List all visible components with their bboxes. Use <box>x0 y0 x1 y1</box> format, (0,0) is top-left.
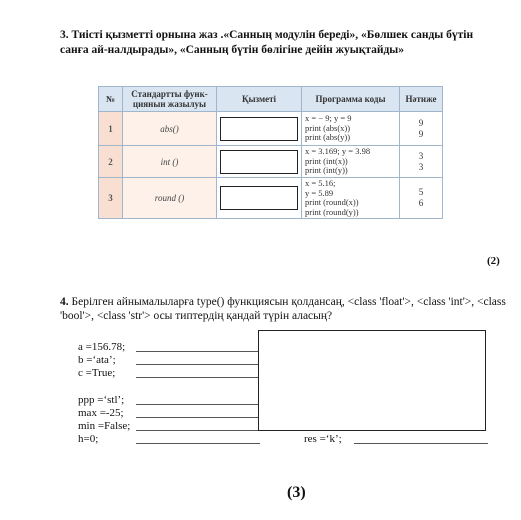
result-cell <box>400 112 443 146</box>
code-line: print (abs(y)) <box>305 132 351 143</box>
variable-label: ppp =‘stl’; <box>78 394 125 406</box>
purpose-cell <box>217 146 302 178</box>
code-line: print (int(x)) <box>305 155 348 166</box>
result-value: 9 <box>418 128 424 139</box>
result-value: 3 <box>418 161 424 172</box>
question-3 <box>60 28 500 58</box>
functions-table <box>98 86 443 219</box>
question-3-points: (2) <box>487 255 500 267</box>
answer-box[interactable] <box>258 330 486 431</box>
answer-line[interactable] <box>136 351 258 352</box>
code-line: y = 5.89 <box>305 187 334 198</box>
answer-line[interactable] <box>136 430 258 431</box>
answer-line[interactable] <box>136 404 258 405</box>
code-line: print (round(x)) <box>305 197 359 207</box>
result-cell <box>400 178 443 219</box>
result-value: 9 <box>418 117 424 128</box>
purpose-cell <box>217 178 302 219</box>
question-4 <box>60 295 510 323</box>
table-row <box>99 112 443 146</box>
variable-label: res =‘k’; <box>304 433 342 445</box>
header-program-code: Программа коды <box>302 87 400 112</box>
code-cell <box>302 112 400 146</box>
row-number: 3 <box>99 178 123 219</box>
result-value: 5 <box>418 187 424 197</box>
answer-line[interactable] <box>136 443 260 444</box>
code-line: print (int(y)) <box>305 165 348 176</box>
answer-line[interactable] <box>136 417 258 418</box>
variable-label: min =False; <box>78 420 131 432</box>
result-value: 3 <box>418 150 424 161</box>
code-line: x = 3.169; y = 3.98 <box>305 146 371 157</box>
table-row <box>99 146 443 178</box>
function-name: abs() <box>123 112 217 146</box>
question-3-text: Тиісті қызметті орнына жаз .«Санның модулін береді», «Бөлшек санды бүтін санға ай-налдырады», «Санның бүтін бөлігіне дейін жуықтайды» <box>60 29 474 56</box>
result-value: 6 <box>418 198 424 208</box>
table-header-row <box>99 87 443 112</box>
answer-box[interactable] <box>220 150 298 174</box>
table-row <box>99 178 443 219</box>
code-cell <box>302 146 400 178</box>
code-line: print (abs(x)) <box>305 122 351 133</box>
code-line: print (round(y)) <box>305 206 359 217</box>
variable-label: c =True; <box>78 367 116 379</box>
result-cell <box>400 146 443 178</box>
question-4-number: 4. <box>60 296 69 308</box>
row-number: 1 <box>99 112 123 146</box>
header-result: Нәтиже <box>400 87 443 112</box>
variable-label: a =156.78; <box>78 341 126 353</box>
answer-line[interactable] <box>136 364 258 365</box>
function-name: round () <box>123 178 217 219</box>
answer-line[interactable] <box>136 377 258 378</box>
code-line: x = 5.16; <box>305 178 336 188</box>
total-points: (3) <box>287 484 306 501</box>
question-4-text: Берілген айнымалыларға type() функциясын қолдансаң, <class 'float'>, <class 'int'>, <class 'bool'>, <class 'str'> осы типтердің қандай түрін аласың? <box>60 296 506 322</box>
header-function-notation: Стандартты функ-циянын жазылуы <box>123 87 217 112</box>
purpose-cell <box>217 112 302 146</box>
question-3-number: 3. <box>60 29 69 41</box>
header-purpose: Қызметі <box>217 87 302 112</box>
variable-label: b =‘ata’; <box>78 354 116 366</box>
answer-line[interactable] <box>354 443 488 444</box>
code-line: x = − 9; y = 9 <box>305 113 352 124</box>
row-number: 2 <box>99 146 123 178</box>
function-name: int () <box>123 146 217 178</box>
variable-label: max =-25; <box>78 407 124 419</box>
answer-box[interactable] <box>220 117 298 141</box>
code-cell <box>302 178 400 219</box>
variable-label: h=0; <box>78 433 99 445</box>
answer-box[interactable] <box>220 186 298 210</box>
header-number: № <box>99 87 123 112</box>
